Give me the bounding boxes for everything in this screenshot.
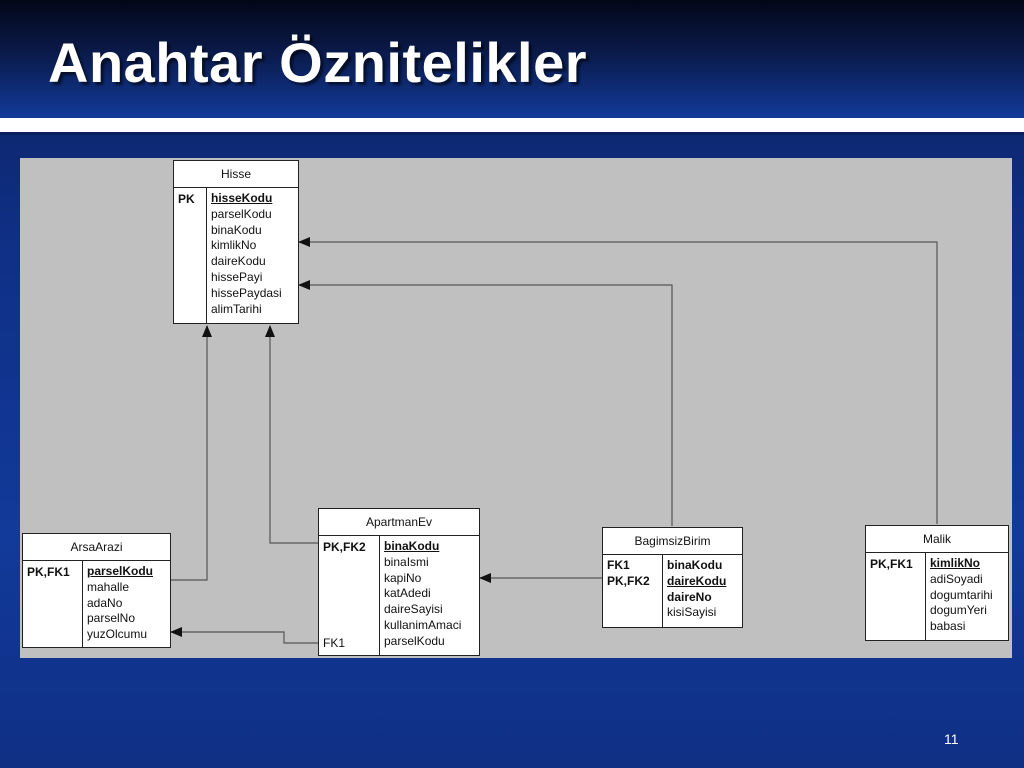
entity-apartmanev <box>318 508 480 656</box>
key-label: PK <box>178 192 195 206</box>
entity-hisse <box>173 160 299 324</box>
attribute: alimTarihi <box>211 301 262 316</box>
entity-name: BagimsizBirim <box>603 528 742 555</box>
attribute: dogumYeri <box>930 603 987 618</box>
attribute-column <box>663 554 742 627</box>
attribute-column <box>926 552 1008 640</box>
title-divider-shadow <box>0 132 1024 135</box>
attribute: daireKodu <box>667 573 727 588</box>
entity-name: Hisse <box>174 161 298 188</box>
attribute: kimlikNo <box>211 238 257 253</box>
entity-name: Malik <box>866 526 1008 553</box>
attribute: adiSoyadi <box>930 571 983 586</box>
attribute: daireNo <box>667 589 712 604</box>
rel-arsaarazi-hisse <box>170 326 207 580</box>
attribute: parselKodu <box>384 633 445 648</box>
attribute: hissePayi <box>211 270 263 284</box>
entity-name: ArsaArazi <box>23 534 170 561</box>
attribute: daireSayisi <box>384 602 443 617</box>
key-label: PK,FK1 <box>27 565 70 579</box>
attribute: binaKodu <box>211 222 262 237</box>
attribute-column <box>83 560 170 647</box>
er-diagram <box>20 158 1012 658</box>
entity-name: ApartmanEv <box>319 509 479 536</box>
attribute-column <box>380 535 479 655</box>
key-label: PK,FK2 <box>607 573 650 588</box>
rel-bagimsizbirim-hisse <box>299 285 672 526</box>
slide-number: 11 <box>944 731 959 747</box>
attribute: binaKodu <box>384 539 440 553</box>
rel-malik-hisse <box>299 242 937 524</box>
key-label: FK1 <box>323 636 346 650</box>
key-column <box>603 554 663 627</box>
attribute: binaKodu <box>667 558 723 572</box>
rel-apartmanev-hisse <box>270 326 318 543</box>
attribute: yuzOlcumu <box>87 627 148 642</box>
attribute: hisseKodu <box>211 191 273 205</box>
rel-apartmanev-arsaarazi <box>171 632 318 643</box>
key-label: PK,FK1 <box>870 557 913 571</box>
attribute: binaIsmi <box>384 554 429 569</box>
attribute: kisiSayisi <box>667 605 717 620</box>
entity-bagimsizbirim <box>602 527 743 628</box>
attribute: parselKodu <box>211 206 272 221</box>
attribute-column <box>207 187 298 323</box>
attribute: dogumtarihi <box>930 587 993 602</box>
attribute: adaNo <box>87 595 123 610</box>
title-divider <box>0 118 1024 132</box>
attribute: parselKodu <box>87 564 154 578</box>
slide-title: Anahtar Öznitelikler <box>48 31 588 94</box>
entity-arsaarazi <box>22 533 171 648</box>
attribute: katAdedi <box>384 586 431 601</box>
attribute: kapiNo <box>384 570 422 585</box>
attribute: kimlikNo <box>930 556 981 570</box>
entity-malik <box>865 525 1009 641</box>
key-label: FK1 <box>607 558 630 572</box>
attribute: babasi <box>930 619 966 634</box>
key-label: PK,FK2 <box>323 540 366 554</box>
attribute: mahalle <box>87 579 130 594</box>
key-column <box>319 535 380 655</box>
key-column <box>866 552 926 640</box>
key-column <box>174 187 207 323</box>
attribute: kullanimAmaci <box>384 618 462 632</box>
attribute: parselNo <box>87 611 136 626</box>
key-column <box>23 560 83 647</box>
attribute: hissePaydasi <box>211 285 282 300</box>
attribute: daireKodu <box>211 254 266 269</box>
